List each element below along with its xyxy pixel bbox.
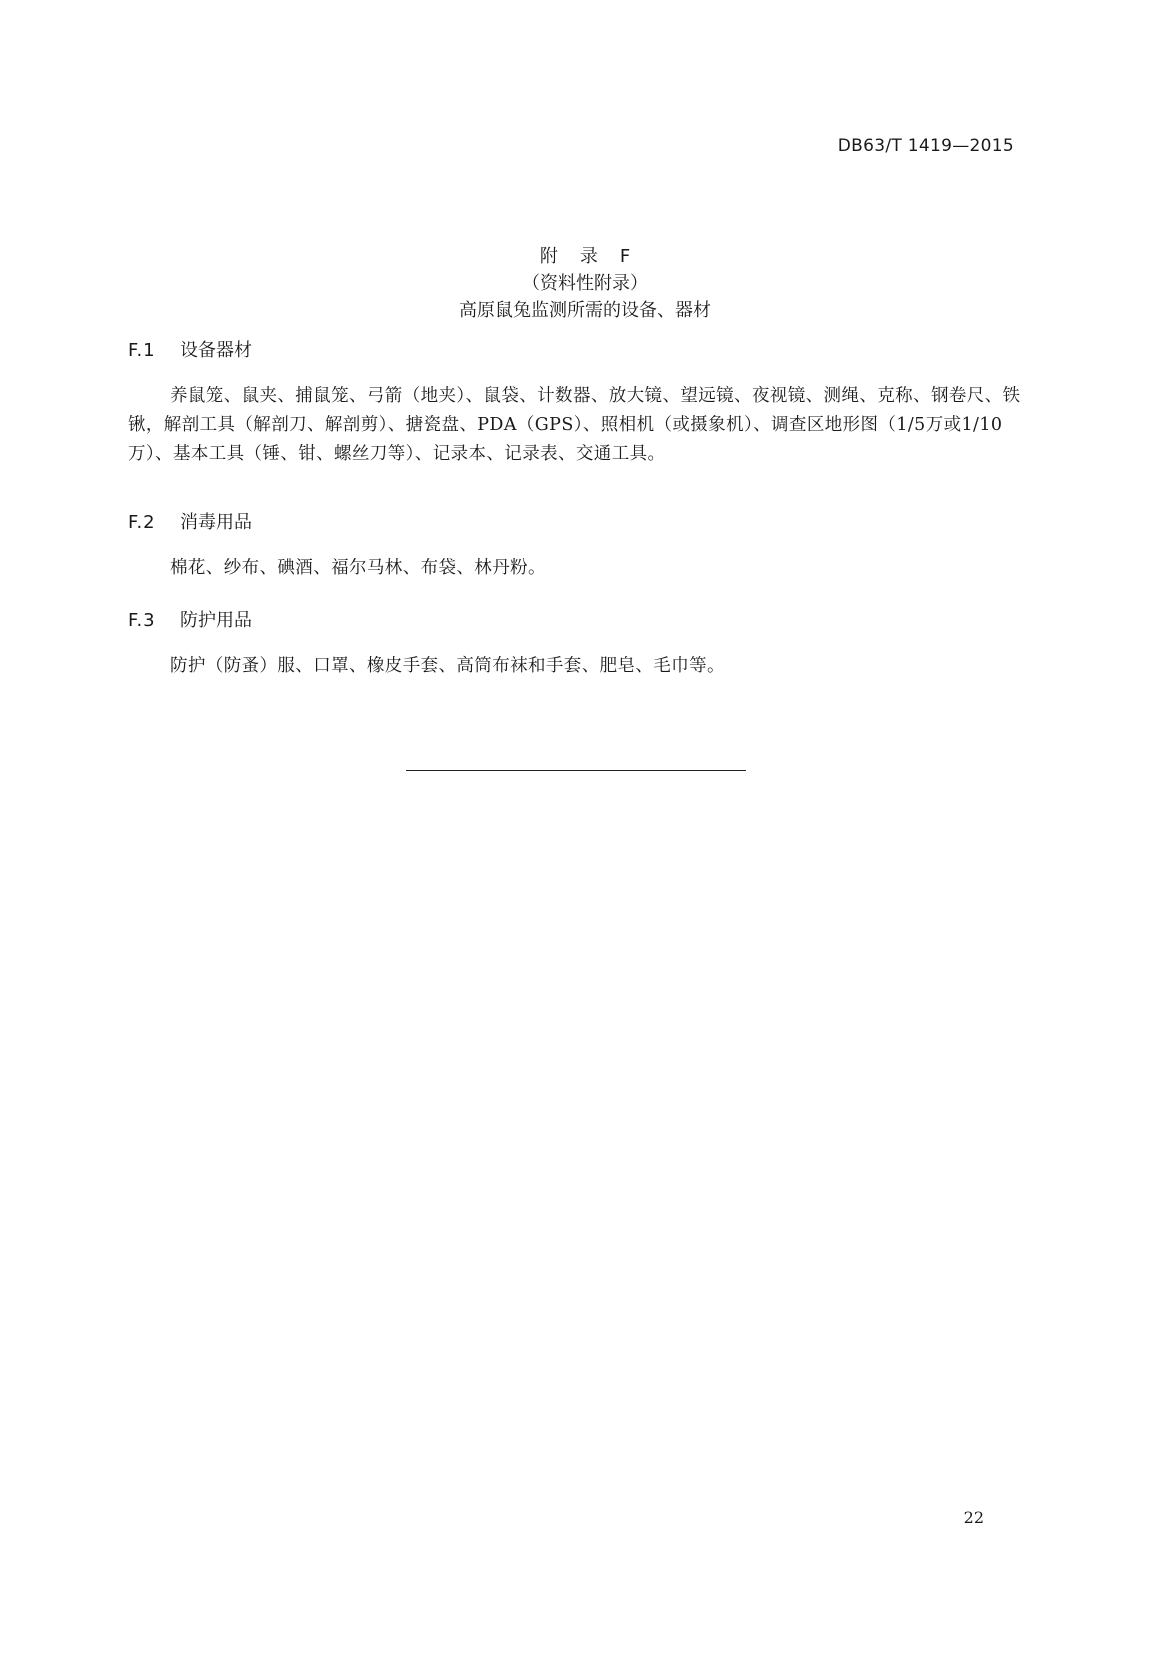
section-number: F.1 xyxy=(128,340,156,361)
section-title: 消毒用品 xyxy=(180,512,252,533)
document-code: DB63/T 1419—2015 xyxy=(837,136,1014,156)
section-title: 设备器材 xyxy=(180,340,252,361)
section-body: 棉花、纱布、碘酒、福尔马林、布袋、林丹粉。 xyxy=(170,558,546,578)
section-f1 xyxy=(128,338,1038,469)
section-heading xyxy=(128,608,1038,634)
appendix-label-char-2: 录 xyxy=(579,246,598,267)
section-number: F.2 xyxy=(128,512,156,533)
section-number: F.3 xyxy=(128,610,156,631)
appendix-label-char-1: 附 xyxy=(539,246,558,267)
appendix-title: 高原鼠兔监测所需的设备、器材 xyxy=(459,300,711,321)
appendix-type: （资料性附录） xyxy=(522,273,648,294)
section-title: 防护用品 xyxy=(180,610,252,631)
section-f2 xyxy=(128,510,1038,583)
section-heading xyxy=(128,338,1038,364)
section-body: 养鼠笼、鼠夹、捕鼠笼、弓箭（地夹）、鼠袋、计数器、放大镜、望远镜、夜视镜、测绳、克称、钢卷尺、铁锹，解剖工具（解剖刀、解剖剪）、搪瓷盘、PDA（GPS）、照相机（或摄象机）、调查区地形图（1/5万或1/10万）、基本工具（锤、钳、螺丝刀等）、记录本、记录表、交通工具。 xyxy=(128,386,1021,464)
section-heading xyxy=(128,510,1038,536)
section-body: 防护（防蚤）服、口罩、橡皮手套、高筒布袜和手套、肥皂、毛巾等。 xyxy=(170,656,725,676)
page-number: 22 xyxy=(963,1508,984,1527)
appendix-letter: F xyxy=(619,246,631,267)
appendix-label xyxy=(10,243,1160,270)
end-rule xyxy=(406,770,746,771)
appendix-heading xyxy=(0,243,1160,324)
section-f3 xyxy=(128,608,1038,681)
